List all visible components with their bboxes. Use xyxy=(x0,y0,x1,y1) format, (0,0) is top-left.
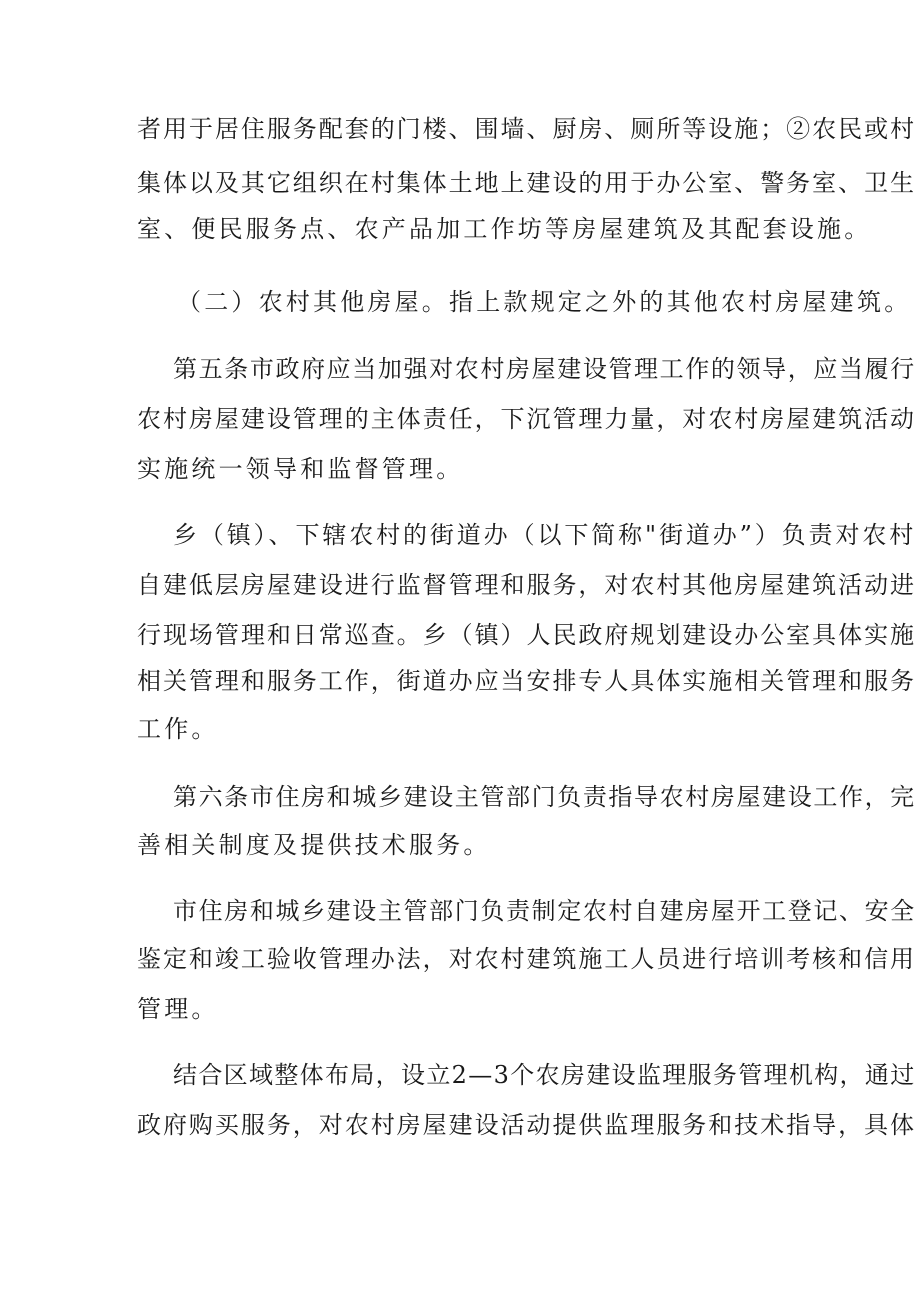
text-line: 市住房和城乡建设主管部门负责制定农村自建房屋开工登记、安全 xyxy=(173,897,916,925)
text-line: 集体以及其它组织在村集体土地上建设的用于办公室、警务室、卫生 xyxy=(137,169,916,197)
text-line: 善相关制度及提供技术服务。 xyxy=(137,831,491,859)
text-line: 政府购买服务，对农村房屋建设活动提供监理服务和技术指导，具体 xyxy=(137,1111,916,1139)
text-line: 实施统一领导和监督管理。 xyxy=(137,455,464,483)
text-line: 第六条市住房和城乡建设主管部门负责指导农村房屋建设工作，完 xyxy=(173,783,916,811)
text-line: 工作。 xyxy=(137,715,219,743)
text-line: 自建低层房屋建设进行监督管理和服务，对农村其他房屋建筑活动进 xyxy=(137,571,916,599)
text-line: （二）农村其他房屋。指上款规定之外的其他农村房屋建筑。 xyxy=(177,288,912,316)
text-line: 第五条市政府应当加强对农村房屋建设管理工作的领导，应当履行 xyxy=(173,355,916,383)
text-line: 者用于居住服务配套的门楼、围墙、厨房、厕所等设施；②农民或村 xyxy=(137,115,916,143)
text-line: 室、便民服务点、农产品加工作坊等房屋建筑及其配套设施。 xyxy=(137,215,872,243)
text-line: 管理。 xyxy=(137,995,219,1023)
text-line: 农村房屋建设管理的主体责任，下沉管理力量，对农村房屋建筑活动 xyxy=(137,405,916,433)
text-line: 相关管理和服务工作，街道办应当安排专人具体实施相关管理和服务 xyxy=(137,667,916,695)
text-line: 鉴定和竣工验收管理办法，对农村建筑施工人员进行培训考核和信用 xyxy=(137,945,916,973)
text-line: 行现场管理和日常巡查。乡（镇）人民政府规划建设办公室具体实施 xyxy=(137,621,916,649)
text-line: 乡（镇）、下辖农村的街道办（以下简称"街道办”）负责对农村 xyxy=(173,521,917,549)
text-line: 结合区域整体布局，设立2—3个农房建设监理服务管理机构，通过 xyxy=(173,1061,916,1089)
